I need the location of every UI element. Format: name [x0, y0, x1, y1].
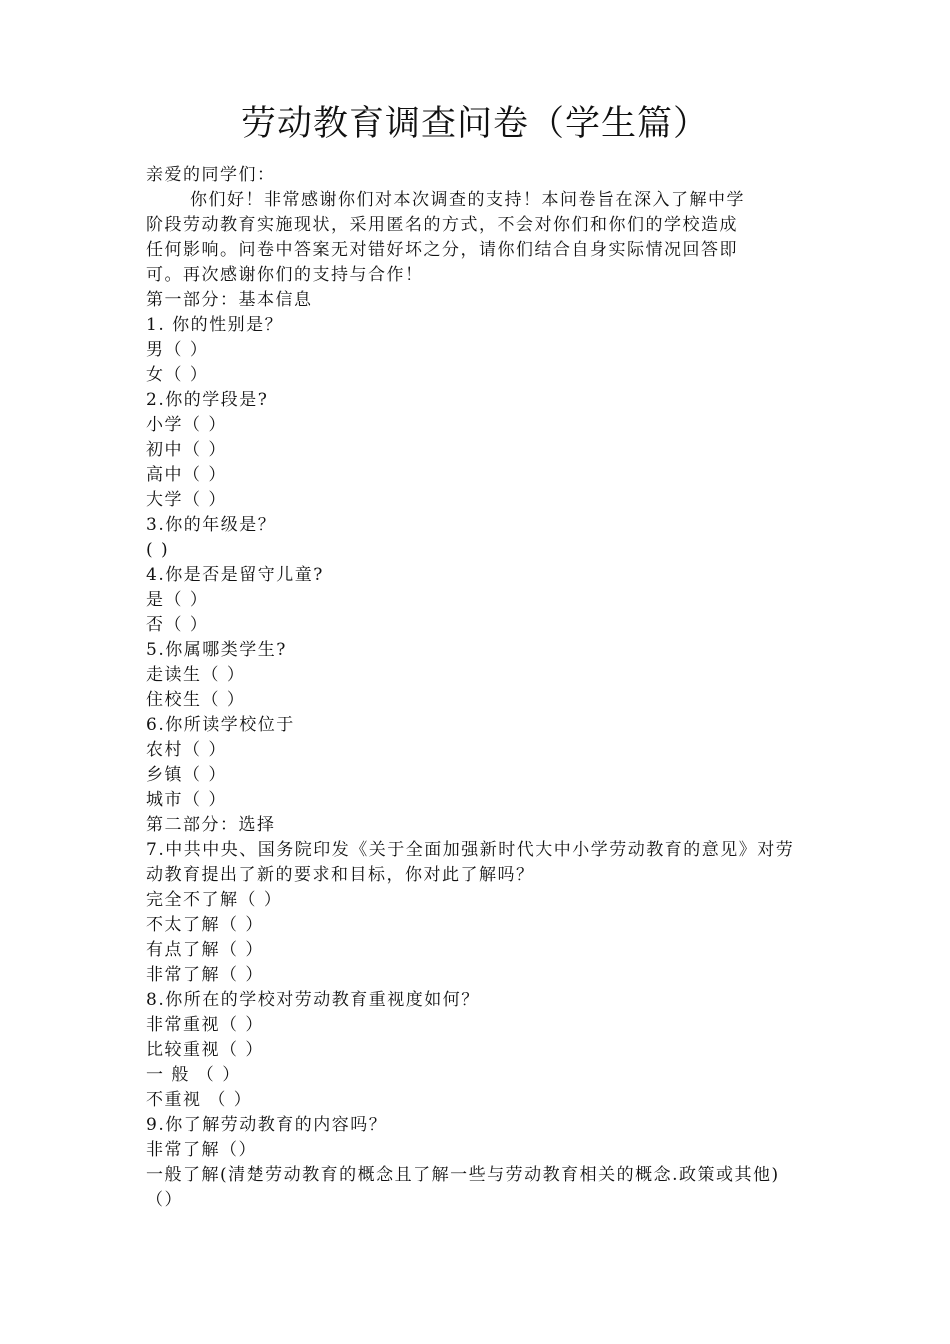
intro-line-4: 可。再次感谢你们的支持与合作！ [146, 265, 424, 285]
option-yes: 是（ ） [146, 590, 209, 610]
question-8: 8.你所在的学校对劳动教育重视度如何？ [146, 990, 480, 1010]
option-fairly-important: 比较重视（ ） [146, 1040, 264, 1060]
question-3: 3.你的年级是？ [146, 515, 277, 535]
question-1: 1. 你的性别是？ [146, 315, 284, 335]
option-senior-high: 高中（ ） [146, 465, 227, 485]
greeting: 亲爱的同学们： [146, 165, 276, 185]
question-5: 5.你属哪类学生? [146, 640, 287, 660]
question-9: 9.你了解劳动教育的内容吗？ [146, 1115, 388, 1135]
intro-line-2: 阶段劳动教育实施现状，采用匿名的方式，不会对你们和你们的学校造成 [146, 215, 738, 235]
option-very-important: 非常重视（ ） [146, 1015, 264, 1035]
question-7-line-1: 7.中共中央、国务院印发《关于全面加强新时代大中小学劳动教育的意见》对劳 [146, 840, 795, 860]
option-average: 一 般 （ ） [146, 1065, 241, 1085]
option-rural: 农村（ ） [146, 740, 227, 760]
option-general-knowledge: 一般了解(清楚劳动教育的概念且了解一些与劳动教育相关的概念.政策或其他) [146, 1165, 780, 1185]
option-day-student: 走读生（ ） [146, 665, 246, 685]
option-female: 女（ ） [146, 365, 209, 385]
document-body [146, 163, 816, 1213]
option-somewhat: 有点了解（ ） [146, 940, 264, 960]
option-not-important: 不重视 （ ） [146, 1090, 253, 1110]
section-heading-1: 第一部分：基本信息 [146, 290, 313, 310]
question-4: 4.你是否是留守儿童? [146, 565, 324, 585]
option-not-at-all: 完全不了解（ ） [146, 890, 283, 910]
option-primary: 小学（ ） [146, 415, 227, 435]
option-junior-high: 初中（ ） [146, 440, 227, 460]
intro-line-1: 你们好！非常感谢你们对本次调查的支持！本问卷旨在深入了解中学 [190, 190, 745, 210]
intro-line-3: 任何影响。问卷中答案无对错好坏之分，请你们结合自身实际情况回答即 [146, 240, 738, 260]
question-7-line-2: 动教育提出了新的要求和目标，你对此了解吗？ [146, 865, 535, 885]
grade-blank: ( ) [146, 540, 170, 560]
option-city: 城市（ ） [146, 790, 227, 810]
option-know-well: 非常了解（） [146, 1140, 257, 1160]
option-town: 乡镇（ ） [146, 765, 227, 785]
option-university: 大学（ ） [146, 490, 227, 510]
option-boarding-student: 住校生（ ） [146, 690, 246, 710]
option-male: 男（ ） [146, 340, 209, 360]
document-title: 劳动教育调查问卷（学生篇） [240, 104, 709, 144]
option-no: 否（ ） [146, 615, 209, 635]
option-general-knowledge-blank: （） [146, 1190, 183, 1210]
option-very-well: 非常了解（ ） [146, 965, 264, 985]
question-2: 2.你的学段是? [146, 390, 269, 410]
section-heading-2: 第二部分：选择 [146, 815, 276, 835]
option-not-much: 不太了解（ ） [146, 915, 264, 935]
question-6: 6.你所读学校位于 [146, 715, 295, 735]
